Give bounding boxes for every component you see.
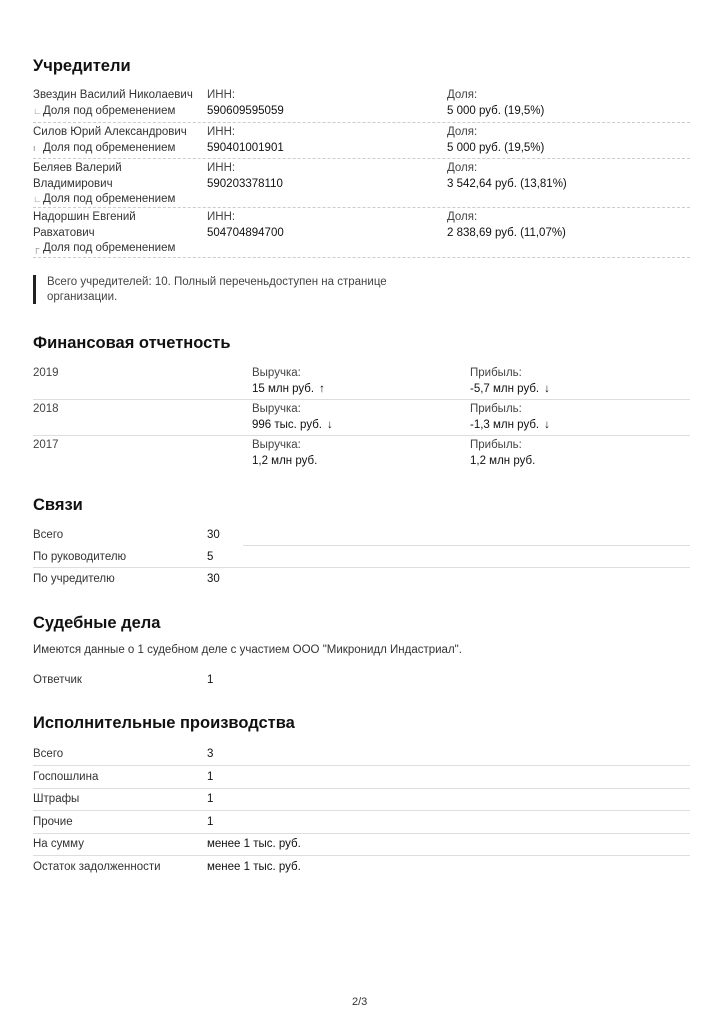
profit-cell xyxy=(470,402,550,433)
kv-row xyxy=(33,546,690,568)
founder-name-cell xyxy=(33,210,193,257)
finance-year: 2017 xyxy=(33,439,59,451)
encumbrance-marker-icon: ┌ xyxy=(33,243,40,253)
founder-name: Надоршин Евгений Равхатович xyxy=(33,211,136,239)
kv-value: 1 xyxy=(207,674,214,686)
inn-value: 590609595059 xyxy=(207,104,284,117)
inn-cell xyxy=(207,88,284,119)
share-value: 3 542,64 руб. (13,81%) xyxy=(447,177,567,190)
kv-row xyxy=(33,856,690,878)
finance-row xyxy=(33,402,690,436)
inn-label: ИНН: xyxy=(207,211,236,223)
links-heading: Связи xyxy=(33,496,83,514)
share-label: Доля: xyxy=(447,162,478,174)
note-bar xyxy=(33,275,36,304)
profit-value: -1,3 млн руб. xyxy=(470,418,540,431)
page-number: 2/3 xyxy=(352,996,368,1008)
share-value: 2 838,69 руб. (11,07%) xyxy=(447,226,566,239)
revenue-trend-icon: ↑ xyxy=(319,382,325,395)
kv-label: По руководителю xyxy=(33,551,127,563)
inn-value: 590401001901 xyxy=(207,141,284,154)
inn-cell xyxy=(207,125,284,156)
share-cell xyxy=(447,88,544,119)
encumbrance-label: Доля под обременением xyxy=(43,104,176,117)
profit-label: Прибыль: xyxy=(470,403,522,415)
revenue-value: 996 тыс. руб. xyxy=(252,418,322,431)
profit-trend-icon: ↓ xyxy=(544,418,550,431)
profit-value: 1,2 млн руб. xyxy=(470,454,536,467)
kv-row xyxy=(33,811,690,834)
kv-row xyxy=(33,743,690,766)
profit-label: Прибыль: xyxy=(470,367,522,379)
kv-row xyxy=(33,766,690,789)
kv-value: 3 xyxy=(207,748,214,760)
encumbrance-label: Доля под обременением xyxy=(43,242,176,254)
kv-row xyxy=(33,788,690,811)
inn-value: 590203378110 xyxy=(207,177,283,190)
court-text: Имеются данные о 1 судебном деле с участием ООО "Микронидл Индастриал". xyxy=(33,644,462,656)
inn-label: ИНН: xyxy=(207,126,236,138)
revenue-value-line xyxy=(252,454,322,470)
kv-value: 1 xyxy=(207,770,214,783)
encumbrance-label: Доля под обременением xyxy=(43,193,176,205)
founder-row xyxy=(33,210,690,258)
kv-value: 30 xyxy=(207,573,220,585)
founders-heading: Учредители xyxy=(33,57,131,75)
profit-value: -5,7 млн руб. xyxy=(470,382,540,395)
inn-label: ИНН: xyxy=(207,89,236,101)
kv-value: 1 xyxy=(207,793,214,806)
share-value: 5 000 руб. (19,5%) xyxy=(447,141,545,154)
profit-cell xyxy=(470,366,550,397)
inn-cell xyxy=(207,161,283,192)
inn-cell xyxy=(207,210,284,241)
finance-year: 2018 xyxy=(33,403,59,415)
profit-value-line xyxy=(470,454,540,470)
founder-row xyxy=(33,161,690,208)
revenue-value: 15 млн руб. xyxy=(252,382,315,395)
finance-row xyxy=(33,438,690,471)
revenue-label: Выручка: xyxy=(252,439,301,451)
kv-label: Госпошлина xyxy=(33,770,99,783)
encumbrance-note xyxy=(33,241,193,257)
court-heading: Судебные дела xyxy=(33,614,161,632)
kv-label: Штрафы xyxy=(33,793,80,806)
share-cell xyxy=(447,210,566,241)
kv-value: 1 xyxy=(207,815,214,828)
revenue-cell xyxy=(252,366,325,397)
founder-name-cell xyxy=(33,125,213,156)
founder-name: Беляев Валерий Владимирович xyxy=(33,162,122,190)
share-value: 5 000 руб. (19,5%) xyxy=(447,104,545,117)
founder-row xyxy=(33,125,690,159)
encumbrance-marker-icon: ı xyxy=(33,142,36,153)
founder-row xyxy=(33,88,690,123)
share-label: Доля: xyxy=(447,126,478,138)
finance-year: 2019 xyxy=(33,367,59,379)
encumbrance-marker-icon: ∟ xyxy=(33,105,42,116)
encumbrance-marker-icon: ∟ xyxy=(33,194,42,204)
encumbrance-note xyxy=(33,141,213,157)
kv-row xyxy=(33,669,690,691)
kv-value: 5 xyxy=(207,551,214,563)
revenue-value: 1,2 млн руб. xyxy=(252,454,318,467)
profit-trend-icon: ↓ xyxy=(544,382,550,395)
encumbrance-note xyxy=(33,104,213,120)
kv-label: Всего xyxy=(33,748,64,760)
inn-value: 504704894700 xyxy=(207,226,284,239)
revenue-label: Выручка: xyxy=(252,367,301,379)
founder-name-cell xyxy=(33,161,193,208)
kv-value: 30 xyxy=(207,529,220,541)
share-cell xyxy=(447,125,544,156)
founders-note: Всего учредителей: 10. Полный переченьдоступен на странице организации. xyxy=(47,276,387,303)
kv-label: Прочие xyxy=(33,815,73,828)
share-label: Доля: xyxy=(447,89,478,101)
kv-label: Всего xyxy=(33,529,64,541)
kv-value: менее 1 тыс. руб. xyxy=(207,861,301,873)
kv-row xyxy=(33,524,690,546)
share-cell xyxy=(447,161,567,192)
revenue-cell xyxy=(252,402,333,433)
revenue-trend-icon: ↓ xyxy=(326,418,333,431)
finance-row xyxy=(33,366,690,400)
kv-row xyxy=(33,568,690,590)
founder-name: Звездин Василий Николаевич xyxy=(33,89,193,101)
kv-label: По учредителю xyxy=(33,573,115,585)
kv-row xyxy=(33,833,690,856)
enforcement-heading: Исполнительные производства xyxy=(33,714,295,732)
inn-label: ИНН: xyxy=(207,162,236,174)
kv-label: Ответчик xyxy=(33,674,82,686)
encumbrance-note xyxy=(33,192,193,208)
revenue-cell xyxy=(252,438,322,469)
finance-heading: Финансовая отчетность xyxy=(33,334,231,352)
kv-label: Остаток задолженности xyxy=(33,861,161,873)
encumbrance-label: Доля под обременением xyxy=(43,141,176,154)
kv-value: менее 1 тыс. руб. xyxy=(207,838,301,851)
revenue-label: Выручка: xyxy=(252,403,301,415)
share-label: Доля: xyxy=(447,211,478,223)
profit-cell xyxy=(470,438,540,469)
profit-value-line xyxy=(470,382,550,398)
revenue-value-line xyxy=(252,382,325,398)
profit-value-line xyxy=(470,418,550,434)
founder-name: Силов Юрий Александрович xyxy=(33,126,187,138)
profit-label: Прибыль: xyxy=(470,439,522,451)
founder-name-cell xyxy=(33,88,213,119)
revenue-value-line xyxy=(252,418,333,434)
kv-label: На сумму xyxy=(33,838,84,851)
